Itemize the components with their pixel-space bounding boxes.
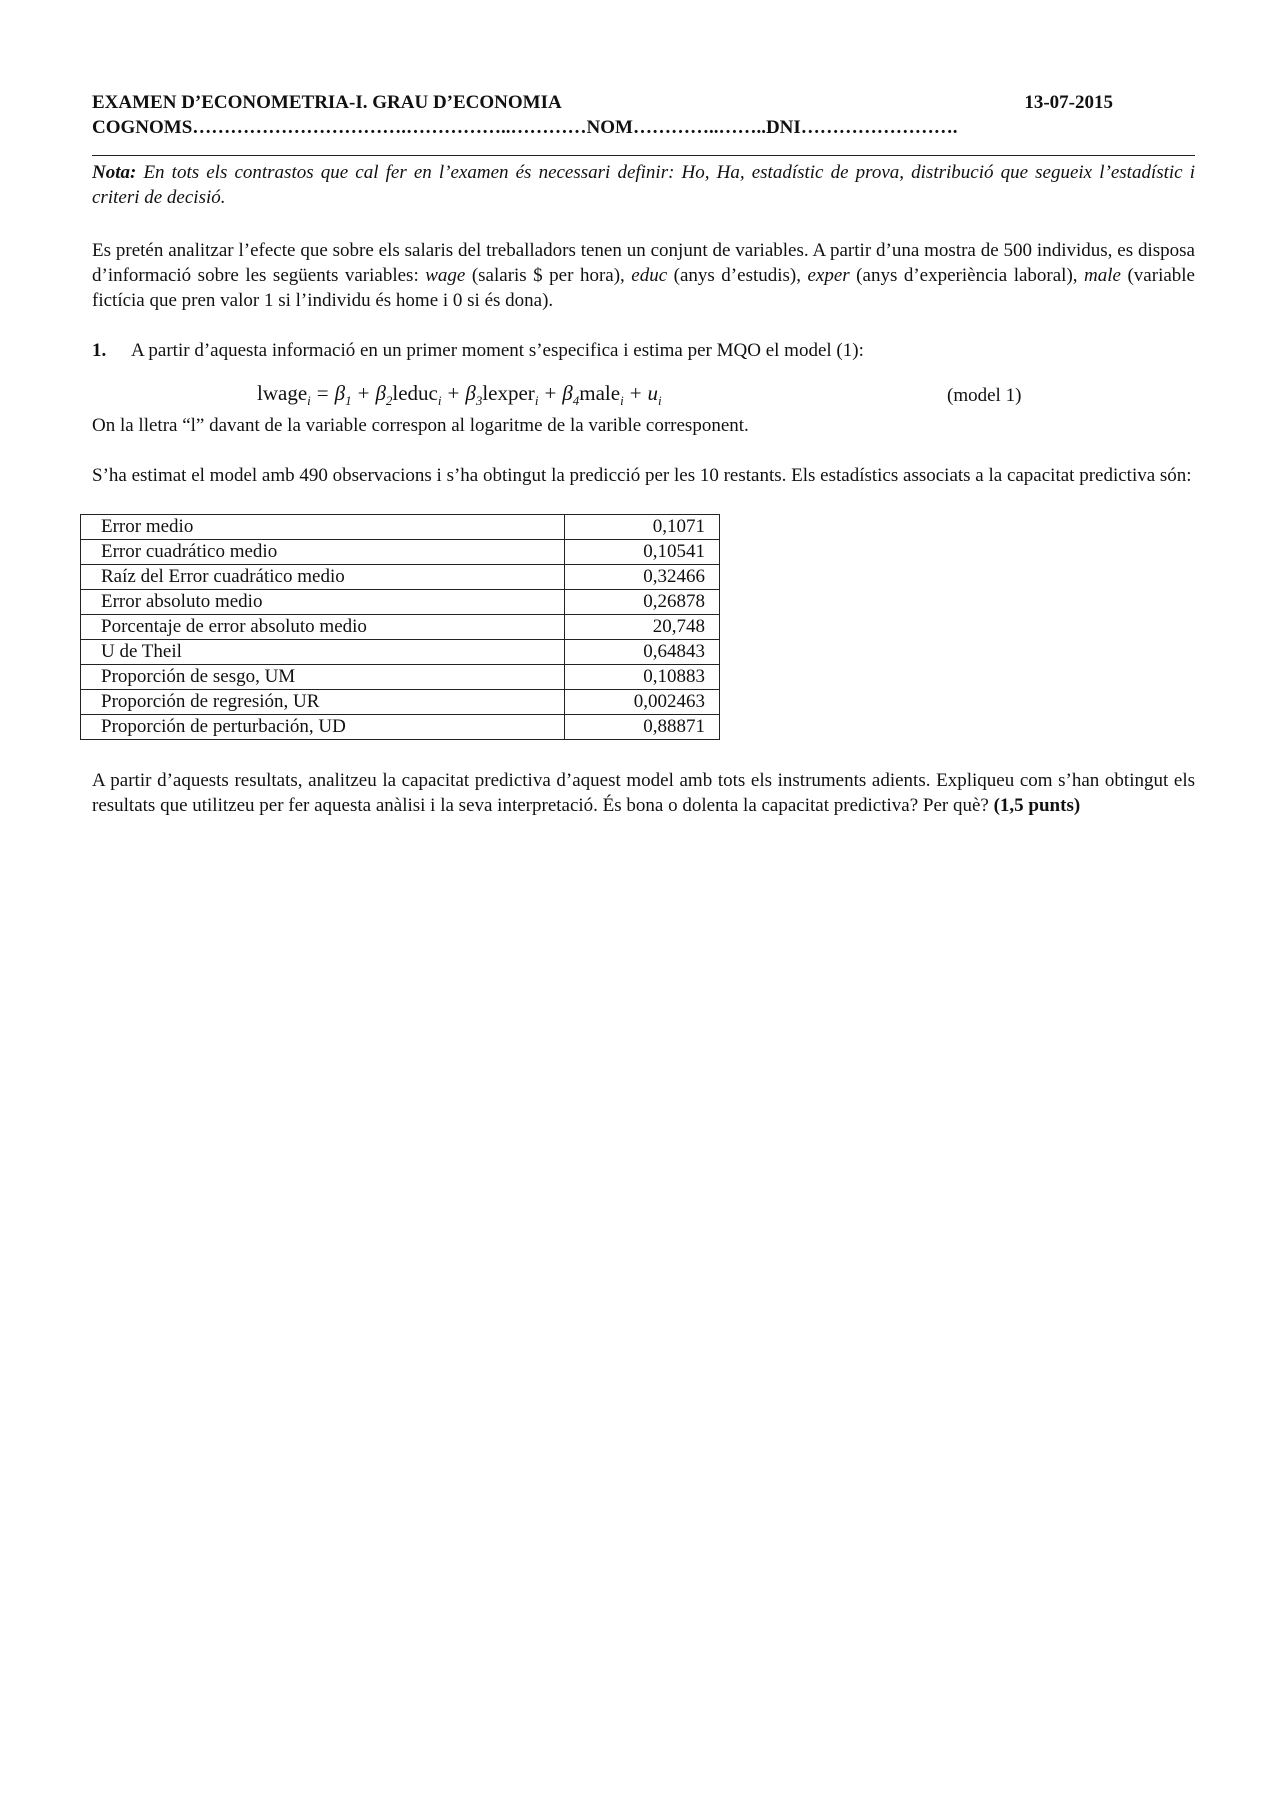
intro-part1: Es pretén analitzar l’efecte que sobre els salaris del treballadors tenen un conjunt de variables. A partir d’una mostra de 500 individus, es disposa d’informació sobre les següents variables: — [92, 240, 1195, 286]
stat-label: Raíz del Error cuadrático medio — [81, 565, 565, 590]
eq-plus: + — [357, 381, 370, 405]
table-row — [81, 515, 720, 540]
table-row — [81, 615, 720, 640]
eq-sub: 1 — [345, 393, 352, 409]
eq-index: i — [437, 393, 442, 409]
eq-index: i — [620, 393, 624, 409]
header-divider — [92, 155, 1195, 156]
table-row — [81, 590, 720, 615]
intro-paragraph — [92, 238, 1195, 313]
table-row — [81, 640, 720, 665]
desc-male: (variable fictícia que pren valor 1 si l’individu és home i 0 si és dona). — [92, 265, 1195, 311]
stat-label: Error absoluto medio — [81, 590, 565, 615]
estimation-paragraph: S’ha estimat el model amb 490 observacions i s’ha obtingut la predicció per les 10 restants. Els estadístics associats a la capacitat predictiva són: — [92, 465, 1192, 486]
eq-plus: + — [447, 381, 460, 405]
stat-value: 0,64843 — [565, 640, 720, 665]
desc-wage: (salaris $ per hora), — [465, 265, 632, 286]
desc-educ: (anys d’estudis), — [667, 265, 808, 286]
student-fields: COGNOMS…………………………….……………..…………NOM…………..……..DNI……………………. — [92, 117, 958, 138]
question-1 — [92, 338, 1195, 363]
var-educ: educ — [631, 265, 668, 286]
model-equation-row — [92, 377, 1195, 413]
eq-sub: 4 — [572, 393, 580, 409]
exam-header — [92, 90, 1195, 115]
stat-value: 0,002463 — [565, 690, 720, 715]
stat-value: 0,88871 — [565, 715, 720, 740]
analysis-paragraph — [92, 768, 1195, 818]
eq-beta: β — [562, 381, 573, 405]
exam-date: 13-07-2015 — [1024, 92, 1113, 113]
eq-equals: = — [316, 381, 329, 405]
table-row — [81, 665, 720, 690]
eq-beta: β — [465, 381, 476, 405]
stat-value: 0,32466 — [565, 565, 720, 590]
eq-sub: 3 — [475, 393, 483, 409]
stat-label: Proporción de perturbación, UD — [81, 715, 565, 740]
model-equation — [257, 381, 662, 413]
var-exper: exper — [807, 265, 850, 286]
var-male: male — [1084, 265, 1121, 286]
letter-note: On la lletra “l” davant de la variable correspon al logaritme de la varible corresponent. — [92, 415, 749, 436]
question-number: 1. — [92, 340, 107, 361]
eq-var: male — [579, 381, 621, 405]
table-row — [81, 565, 720, 590]
table-row — [81, 715, 720, 740]
eq-index: i — [534, 393, 539, 409]
eq-beta: β — [334, 381, 346, 405]
eq-sub: 2 — [385, 393, 393, 409]
desc-exper: (anys d’experiència laboral), — [849, 265, 1085, 286]
eq-index: i — [307, 393, 311, 409]
prediction-stats-table — [80, 514, 720, 740]
model-tag: (model 1) — [947, 385, 1022, 406]
eq-index: i — [658, 393, 662, 409]
eq-var: leduc — [392, 381, 438, 405]
stat-label: Error cuadrático medio — [81, 540, 565, 565]
note-text: En tots els contrastos que cal fer en l’examen és necessari definir: Ho, Ha, estadístic de prova, distribució que segueix l’estadístic i criteri de decisió. — [92, 162, 1195, 208]
eq-plus: + — [544, 381, 557, 405]
stat-label: U de Theil — [81, 640, 565, 665]
stat-value: 0,10541 — [565, 540, 720, 565]
student-fields-line — [92, 115, 1195, 140]
stat-value: 0,1071 — [565, 515, 720, 540]
stat-label: Error medio — [81, 515, 565, 540]
note-label: Nota: — [92, 162, 137, 183]
eq-var: lexper — [482, 381, 535, 405]
question-points: (1,5 punts) — [993, 795, 1081, 816]
exam-page — [92, 90, 1195, 818]
eq-plus: + — [629, 381, 642, 405]
exam-title: EXAMEN D’ECONOMETRIA-I. GRAU D’ECONOMIA — [92, 92, 562, 113]
stat-label: Porcentaje de error absoluto medio — [81, 615, 565, 640]
question-text: A partir d’aquesta informació en un primer moment s’especifica i estima per MQO el model (1): — [131, 340, 864, 361]
eq-error-term: u — [647, 381, 659, 405]
table-row — [81, 690, 720, 715]
stat-label: Proporción de sesgo, UM — [81, 665, 565, 690]
analysis-text: A partir d’aquests resultats, analitzeu la capacitat predictiva d’aquest model amb tots els instruments adients. Expliqueu com s’han obtingut els resultats que utilitzeu per fer aquesta anàlisi i la seva interpretació. És bona o dolenta la capacitat predictiva? Per què? — [92, 770, 1195, 816]
stat-label: Proporción de regresión, UR — [81, 690, 565, 715]
var-wage: wage — [425, 265, 466, 286]
stat-value: 0,10883 — [565, 665, 720, 690]
stat-value: 20,748 — [565, 615, 720, 640]
stat-value: 0,26878 — [565, 590, 720, 615]
table-row — [81, 540, 720, 565]
eq-beta: β — [375, 381, 386, 405]
eq-lhs: lwage — [257, 381, 308, 405]
exam-note — [92, 160, 1195, 210]
